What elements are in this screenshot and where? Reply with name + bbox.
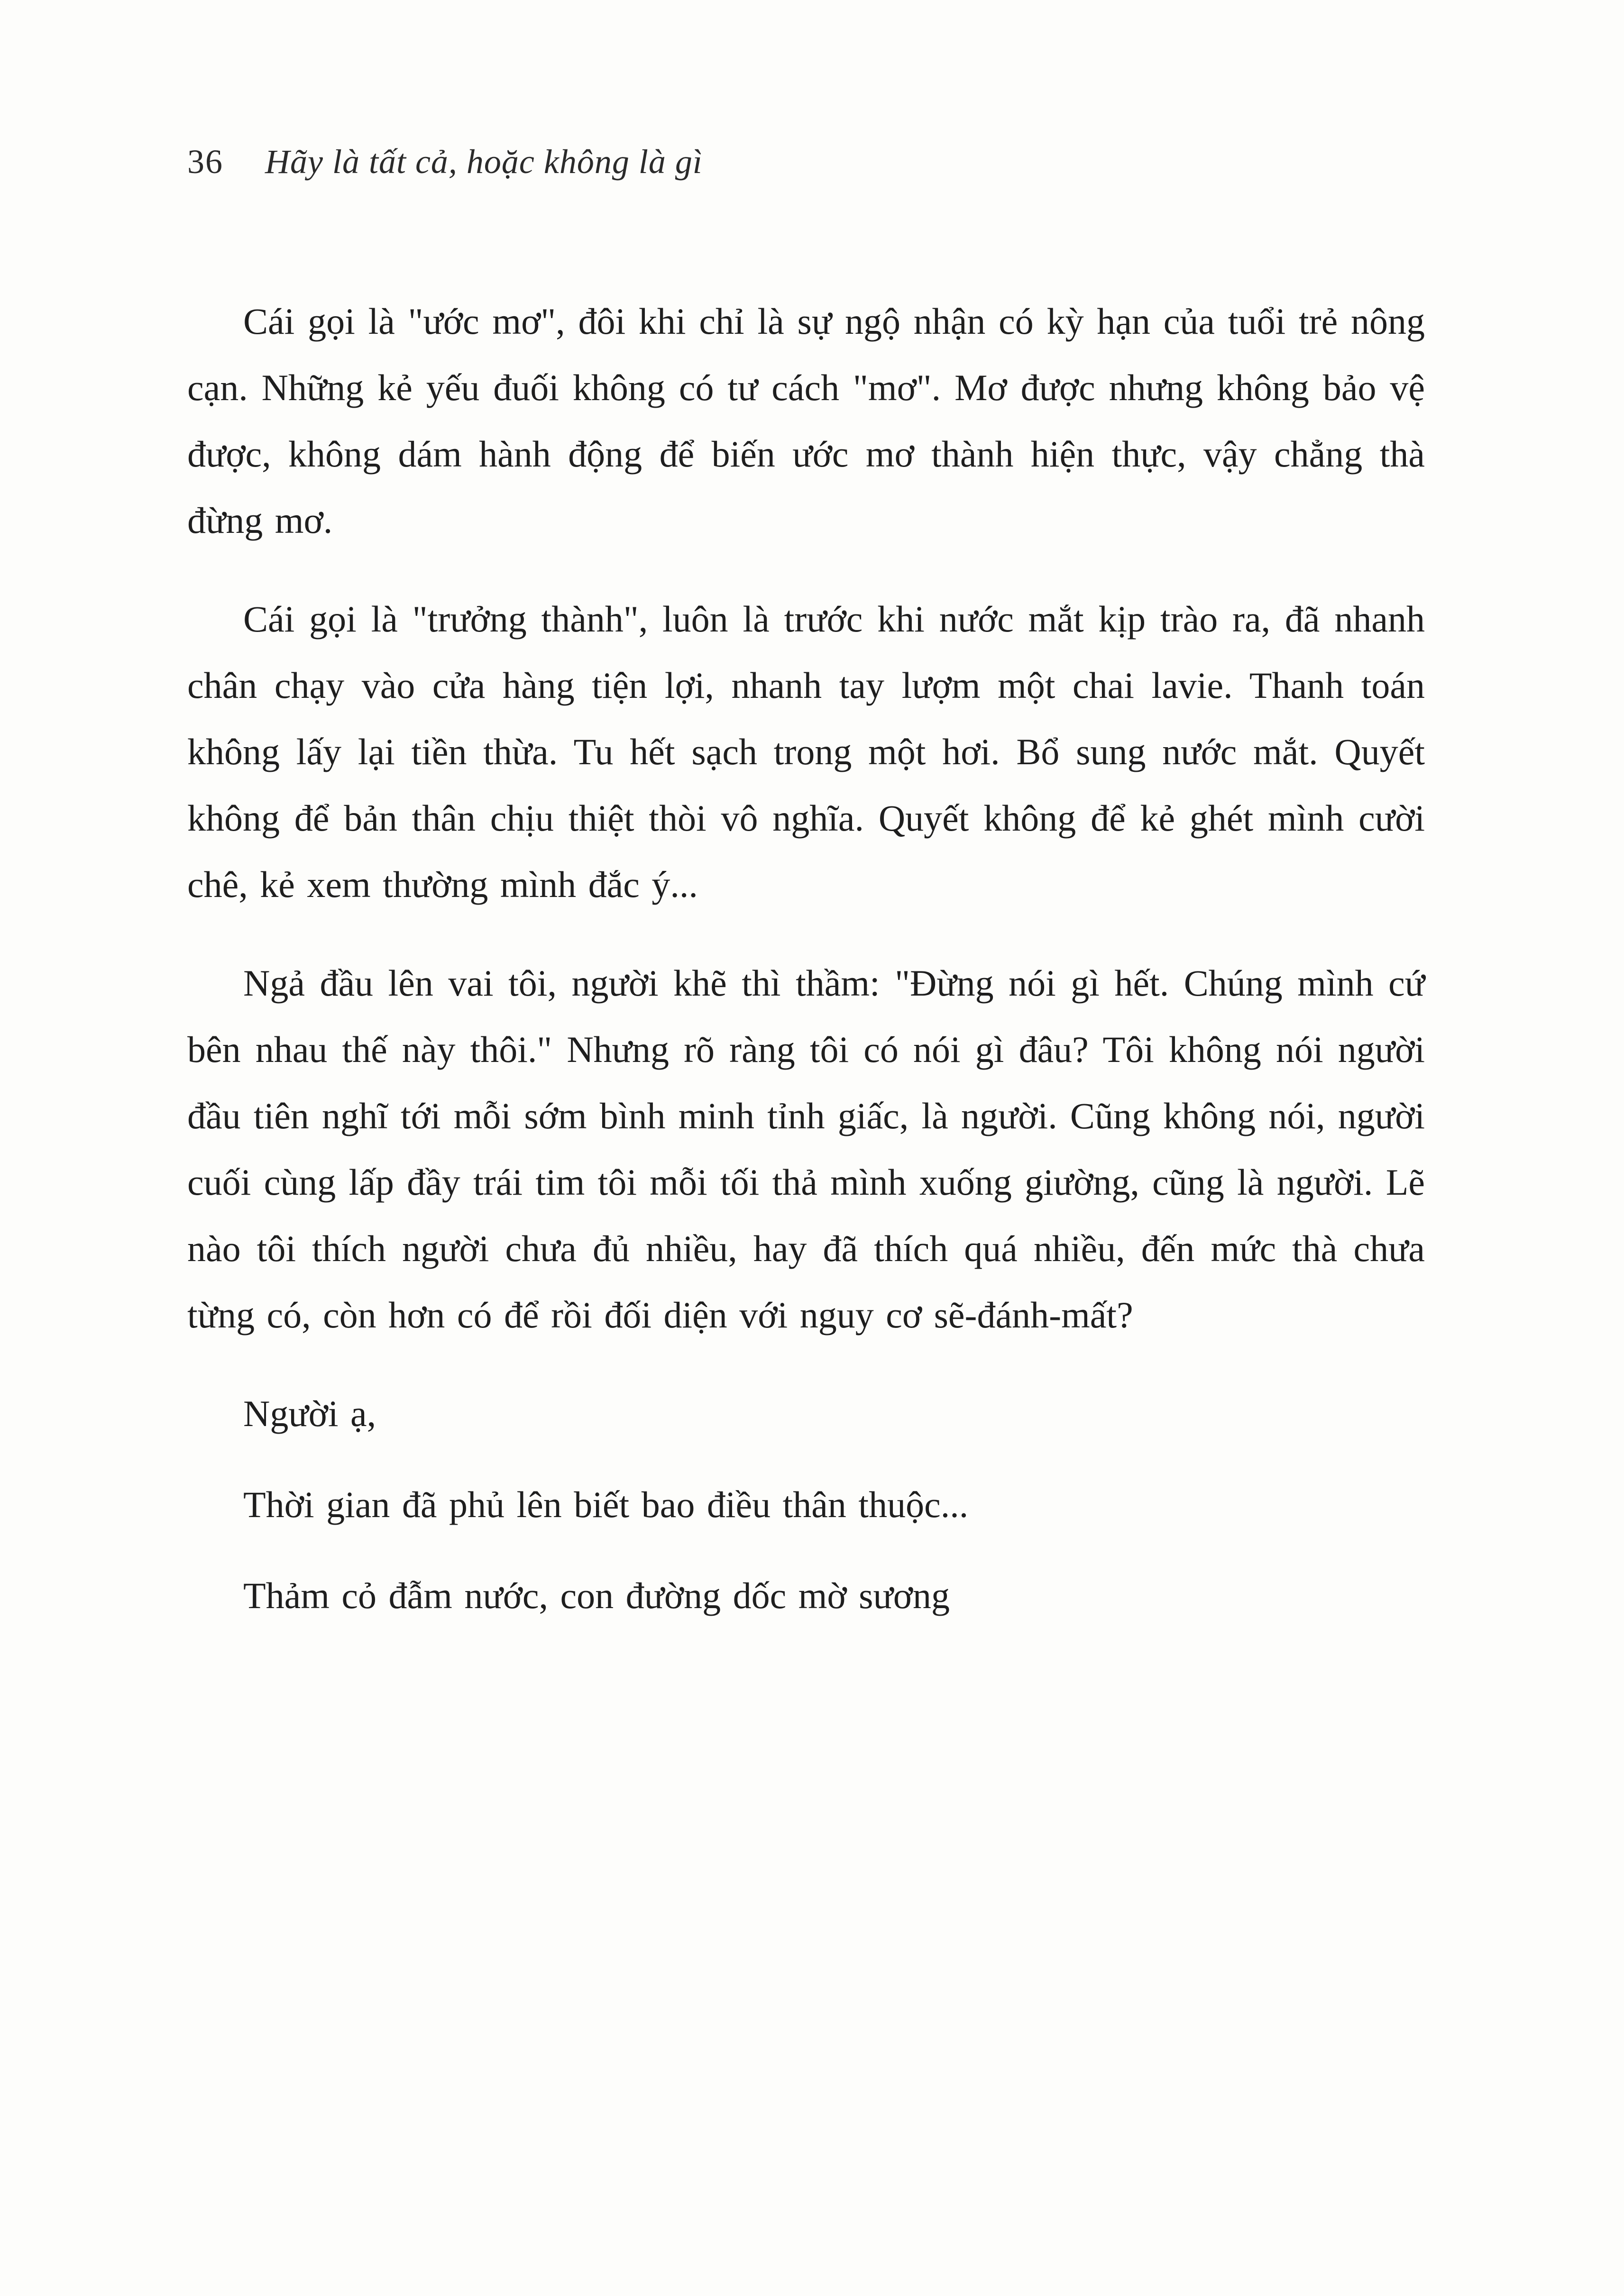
paragraph-time: Thời gian đã phủ lên biết bao điều thân thuộc...	[243, 1484, 969, 1525]
paragraph-dream: Cái gọi là "ước mơ", đôi khi chỉ là sự ngộ nhận có kỳ hạn của tuổi trẻ nông cạn. Những kẻ yếu đuối không có tư cách "mơ". Mơ được nhưng không bảo vệ được, không dám hành động để biến ước mơ thành hiện thực, vậy chẳng thà đừng mơ.	[187, 301, 1425, 541]
paragraph-address: Người ạ,	[243, 1393, 376, 1434]
page-header	[187, 142, 1425, 182]
page-body	[187, 288, 1425, 1629]
paragraph-whisper: Ngả đầu lên vai tôi, người khẽ thì thầm: "Đừng nói gì hết. Chúng mình cứ bên nhau thế này thôi." Nhưng rõ ràng tôi có nói gì đâu? Tôi không nói người đầu tiên nghĩ tới mỗi sớm bình minh tỉnh giấc, là người. Cũng không nói, người cuối cùng lấp đầy trái tim tôi mỗi tối thả mình xuống giường, cũng là người. Lẽ nào tôi thích người chưa đủ nhiều, hay đã thích quá nhiều, đến mức thà chưa từng có, còn hơn có để rồi đối diện với nguy cơ sẽ-đánh-mất?	[187, 962, 1425, 1336]
paragraph-grass: Thảm cỏ đẫm nước, con đường dốc mờ sương	[243, 1575, 950, 1616]
running-title: Hãy là tất cả, hoặc không là gì	[265, 143, 703, 181]
paragraph-growing-up: Cái gọi là "trưởng thành", luôn là trước khi nước mắt kịp trào ra, đã nhanh chân chạy vào cửa hàng tiện lợi, nhanh tay lượm một chai lavie. Thanh toán không lấy lại tiền thừa. Tu hết sạch trong một hơi. Bổ sung nước mắt. Quyết không để bản thân chịu thiệt thòi vô nghĩa. Quyết không để kẻ ghét mình cười chê, kẻ xem thường mình đắc ý...	[187, 598, 1425, 905]
page-number: 36	[187, 143, 223, 181]
